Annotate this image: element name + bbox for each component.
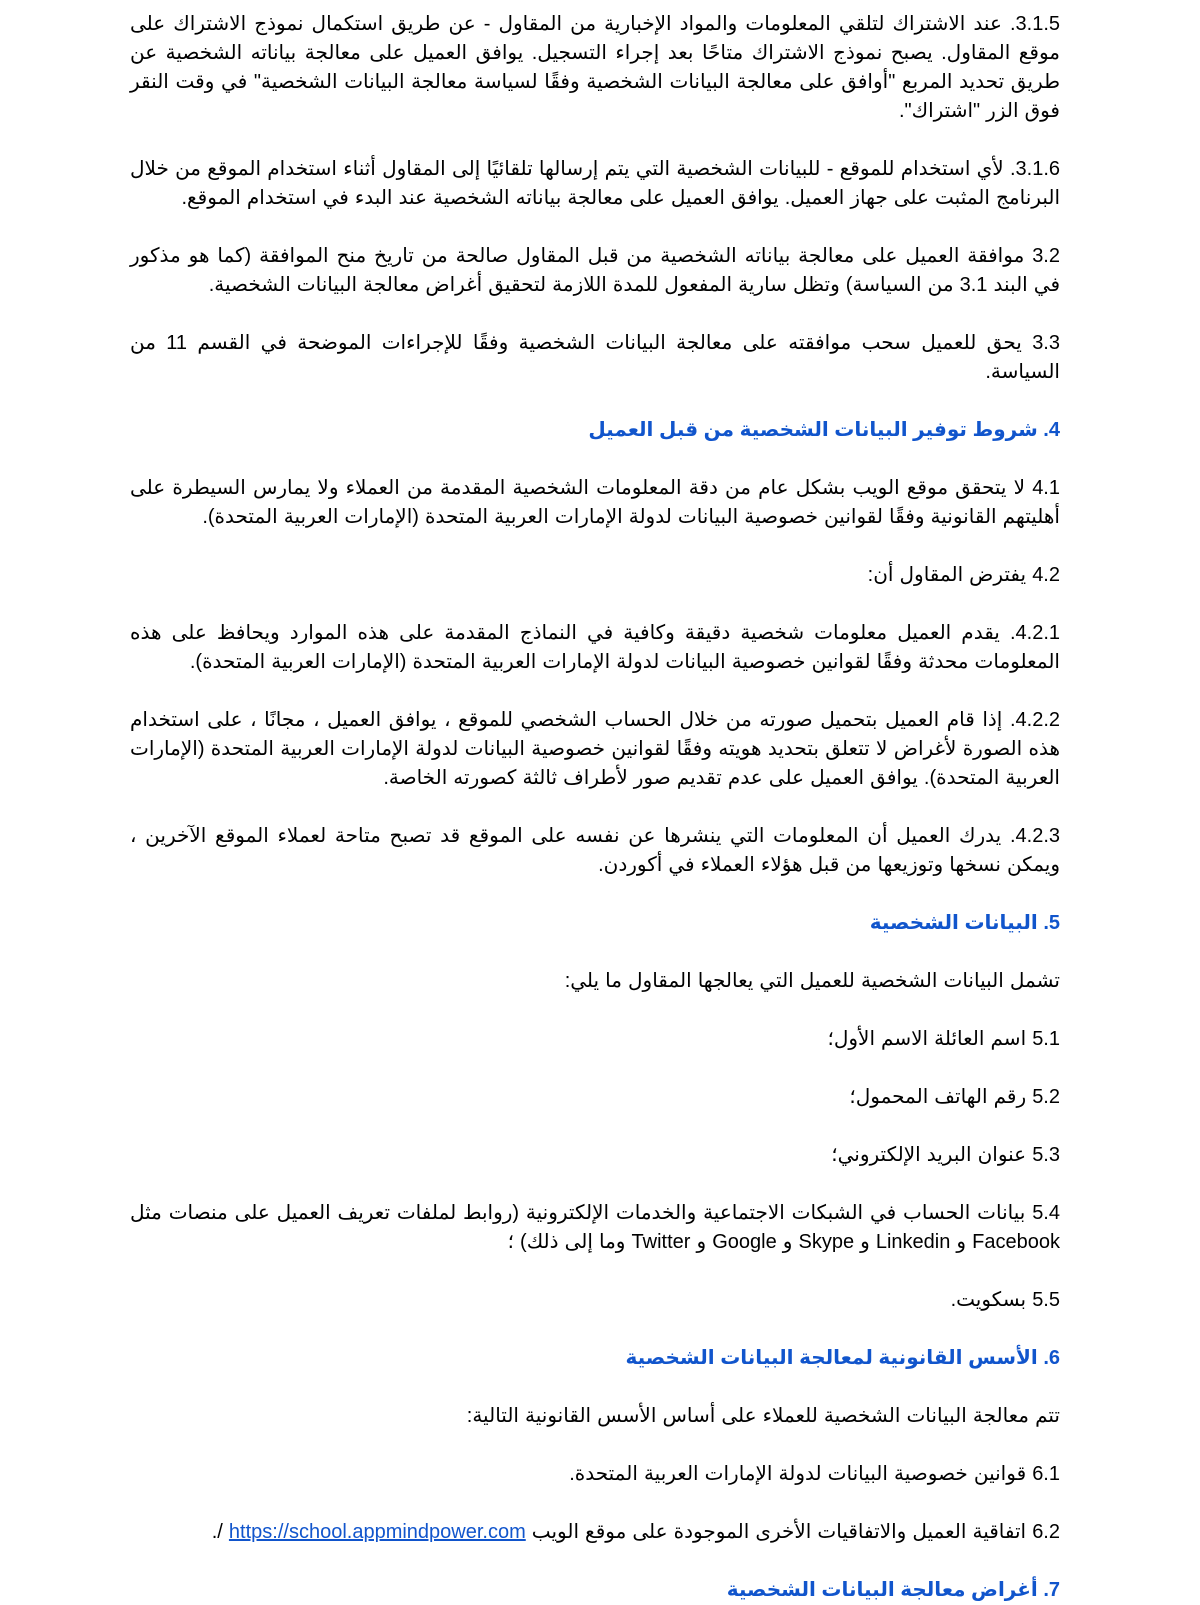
paragraph: 3.1.5. عند الاشتراك لتلقي المعلومات والمواد الإخبارية من المقاول - عن طريق استكمال نموذج الاشتراك على موقع المقاول. يصبح نموذج الاشتراك متاحًا بعد إجراء التسجيل. يوافق العميل على معالجة بياناته الشخصية عن طريق تحديد المربع "أوافق على معالجة البيانات الشخصية وفقًا لسياسة معالجة البيانات الشخصية" في وقت النقر فوق الزر "اشتراك". (130, 13, 1060, 122)
website-link[interactable]: https://school.appmindpower.com (228, 1521, 526, 1543)
paragraph: 5.3 عنوان البريد الإلكتروني؛ (831, 1144, 1060, 1166)
paragraph-text: /. (211, 1521, 229, 1543)
paragraph-with-link (130, 1518, 1060, 1547)
paragraph: 4.2 يفترض المقاول أن: (867, 564, 1060, 586)
paragraph-text: 6.2 اتفاقية العميل والاتفاقيات الأخرى الموجودة على موقع الويب (525, 1521, 1060, 1543)
paragraph: 5.2 رقم الهاتف المحمول؛ (849, 1086, 1060, 1108)
paragraph: 5.5 بسكويت. (950, 1289, 1060, 1311)
paragraph: 4.2.2. إذا قام العميل بتحميل صورته من خلال الحساب الشخصي للموقع ، يوافق العميل ، مجانًا ، على استخدام هذه الصورة لأغراض لا تتعلق بتحديد هويته وفقًا لقوانين خصوصية البيانات لدولة الإمارات العربية المتحدة (الإمارات العربية المتحدة). يوافق العميل على عدم تقديم صور لأطراف ثالثة كصورته الخاصة. (130, 709, 1060, 789)
section-heading: 7. أغراض معالجة البيانات الشخصية (726, 1579, 1060, 1601)
paragraph: تشمل البيانات الشخصية للعميل التي يعالجها المقاول ما يلي: (564, 970, 1060, 992)
paragraph: 3.1.6. لأي استخدام للموقع - للبيانات الشخصية التي يتم إرسالها تلقائيًا إلى المقاول أثناء استخدام الموقع من خلال البرنامج المثبت على جهاز العميل. يوافق العميل على معالجة بياناته الشخصية عند البدء في استخدام الموقع. (130, 158, 1060, 209)
paragraph: 4.2.1. يقدم العميل معلومات شخصية دقيقة وكافية في النماذج المقدمة على هذه الموارد ويحافظ على هذه المعلومات محدثة وفقًا لقوانين خصوصية البيانات لدولة الإمارات العربية المتحدة (الإمارات العربية المتحدة). (130, 622, 1060, 673)
section-heading: 6. الأسس القانونية لمعالجة البيانات الشخصية (625, 1347, 1060, 1369)
section-heading: 5. البيانات الشخصية (869, 912, 1060, 934)
section-heading: 4. شروط توفير البيانات الشخصية من قبل العميل (588, 419, 1060, 441)
paragraph: 4.1 لا يتحقق موقع الويب بشكل عام من دقة المعلومات الشخصية المقدمة من العملاء ولا يمارس السيطرة على أهليتهم القانونية وفقًا لقوانين خصوصية البيانات لدولة الإمارات العربية المتحدة (الإمارات العربية المتحدة). (130, 477, 1060, 528)
document-body (130, 10, 1060, 1605)
paragraph: 4.2.3. يدرك العميل أن المعلومات التي ينشرها عن نفسه على الموقع قد تصبح متاحة لعملاء الموقع الآخرين ، ويمكن نسخها وتوزيعها من قبل هؤلاء العملاء في أكوردن. (130, 825, 1060, 876)
paragraph: 3.3 يحق للعميل سحب موافقته على معالجة البيانات الشخصية وفقًا للإجراءات الموضحة في القسم 11 من السياسة. (130, 332, 1060, 383)
paragraph: 6.1 قوانين خصوصية البيانات لدولة الإمارات العربية المتحدة. (569, 1463, 1060, 1485)
paragraph: 3.2 موافقة العميل على معالجة بياناته الشخصية من قبل المقاول صالحة من تاريخ منح الموافقة (كما هو مذكور في البند 3.1 من السياسة) وتظل سارية المفعول للمدة اللازمة لتحقيق أغراض معالجة البيانات الشخصية. (130, 245, 1060, 296)
paragraph: تتم معالجة البيانات الشخصية للعملاء على أساس الأسس القانونية التالية: (466, 1405, 1060, 1427)
paragraph: 5.4 بيانات الحساب في الشبكات الاجتماعية والخدمات الإلكترونية (روابط لملفات تعريف العميل على منصات مثل Facebook و Linkedin و Skype و Google و Twitter وما إلى ذلك) ؛ (130, 1202, 1060, 1253)
paragraph: 5.1 اسم العائلة الاسم الأول؛ (827, 1028, 1060, 1050)
